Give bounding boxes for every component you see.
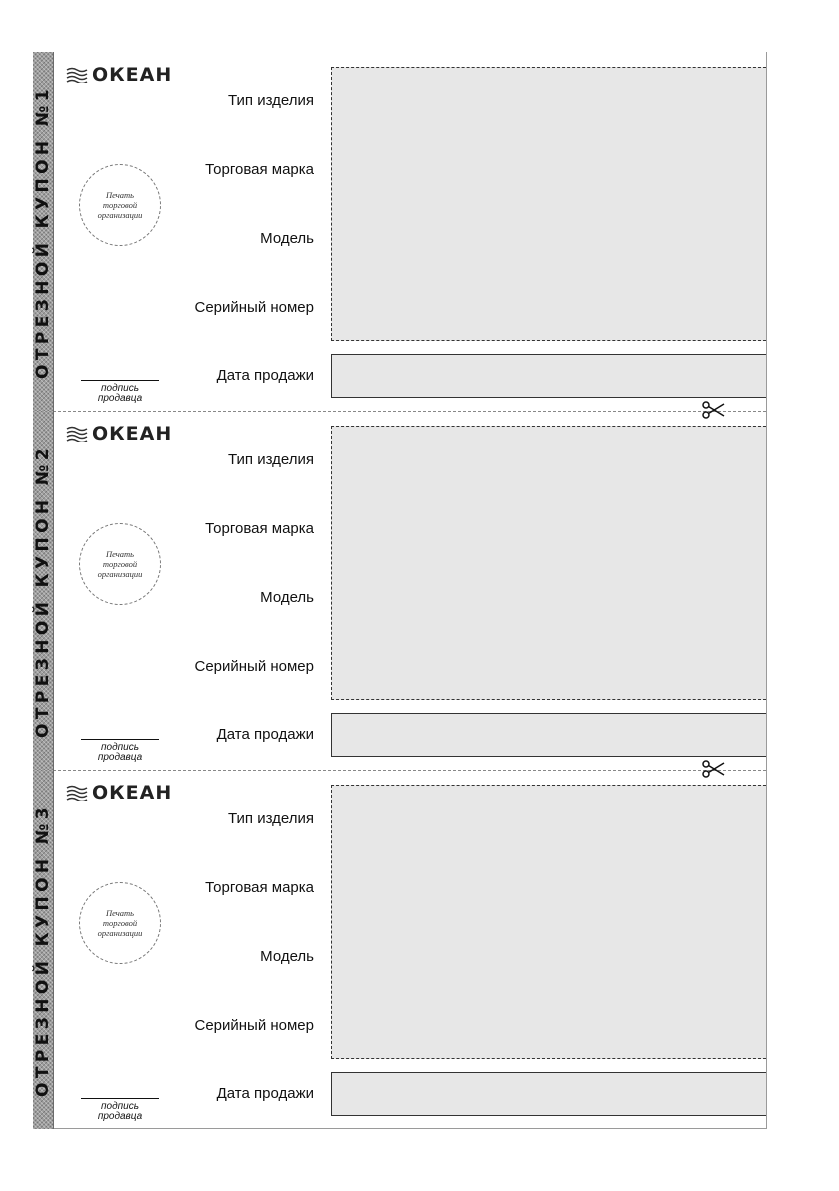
okean-logo (66, 64, 172, 86)
waves-icon (66, 67, 88, 83)
coupon-sidebar-label: ОТРЕЗНОЙ КУПОН №3 (33, 802, 53, 1097)
stamp-text-line: торговой (102, 200, 138, 210)
logo-text: ОКЕАН (92, 64, 173, 86)
product-info-field[interactable] (331, 426, 766, 700)
stamp-placeholder (79, 882, 161, 964)
warranty-coupon-sheet (33, 52, 767, 1129)
label-model: Модель (260, 589, 314, 606)
coupon-sidebar (33, 411, 54, 770)
signature-line (81, 380, 159, 381)
signature-line (81, 739, 159, 740)
label-product-type: Тип изделия (228, 92, 314, 109)
signature-line (81, 1098, 159, 1099)
signature-label-line: продавца (97, 1111, 143, 1122)
stamp-text-line: организации (97, 569, 143, 579)
coupon-2 (33, 411, 766, 770)
label-model: Модель (260, 230, 314, 247)
sale-date-field[interactable] (331, 1072, 766, 1116)
label-sale-date: Дата продажи (216, 367, 314, 384)
stamp-placeholder (79, 523, 161, 605)
sale-date-field[interactable] (331, 354, 766, 398)
coupon-sidebar (33, 52, 54, 411)
stamp-text-line: организации (97, 928, 143, 938)
label-serial-number: Серийный номер (194, 299, 314, 316)
coupon-sidebar-label: ОТРЕЗНОЙ КУПОН №2 (33, 443, 53, 738)
signature-label-line: подпись (101, 742, 139, 753)
signature-label (81, 1102, 159, 1122)
stamp-text-line: торговой (102, 559, 138, 569)
stamp-text-line: организации (97, 210, 143, 220)
signature-label-line: подпись (101, 383, 139, 394)
signature-label (81, 384, 159, 404)
signature-label-line: продавца (97, 393, 143, 404)
product-info-field[interactable] (331, 67, 766, 341)
label-brand: Торговая марка (205, 879, 314, 896)
stamp-text-line: торговой (102, 918, 138, 928)
label-sale-date: Дата продажи (216, 726, 314, 743)
stamp-text-line: Печать (105, 908, 135, 918)
product-info-field[interactable] (331, 785, 766, 1059)
coupon-3 (33, 770, 766, 1129)
signature-label-line: продавца (97, 752, 143, 763)
label-brand: Торговая марка (205, 161, 314, 178)
okean-logo (66, 423, 172, 445)
okean-logo (66, 782, 172, 804)
label-sale-date: Дата продажи (216, 1085, 314, 1102)
coupon-sidebar (33, 770, 54, 1129)
logo-text: ОКЕАН (92, 782, 173, 804)
waves-icon (66, 426, 88, 442)
stamp-text-line: Печать (105, 190, 135, 200)
stamp-text-line: Печать (105, 549, 135, 559)
logo-text: ОКЕАН (92, 423, 173, 445)
signature-label-line: подпись (101, 1101, 139, 1112)
stamp-placeholder (79, 164, 161, 246)
coupon-sidebar-label: ОТРЕЗНОЙ КУПОН №1 (33, 84, 53, 379)
label-serial-number: Серийный номер (194, 1017, 314, 1034)
signature-label (81, 743, 159, 763)
label-serial-number: Серийный номер (194, 658, 314, 675)
sale-date-field[interactable] (331, 713, 766, 757)
label-model: Модель (260, 948, 314, 965)
label-brand: Торговая марка (205, 520, 314, 537)
label-product-type: Тип изделия (228, 810, 314, 827)
waves-icon (66, 785, 88, 801)
coupon-1 (33, 52, 766, 411)
label-product-type: Тип изделия (228, 451, 314, 468)
